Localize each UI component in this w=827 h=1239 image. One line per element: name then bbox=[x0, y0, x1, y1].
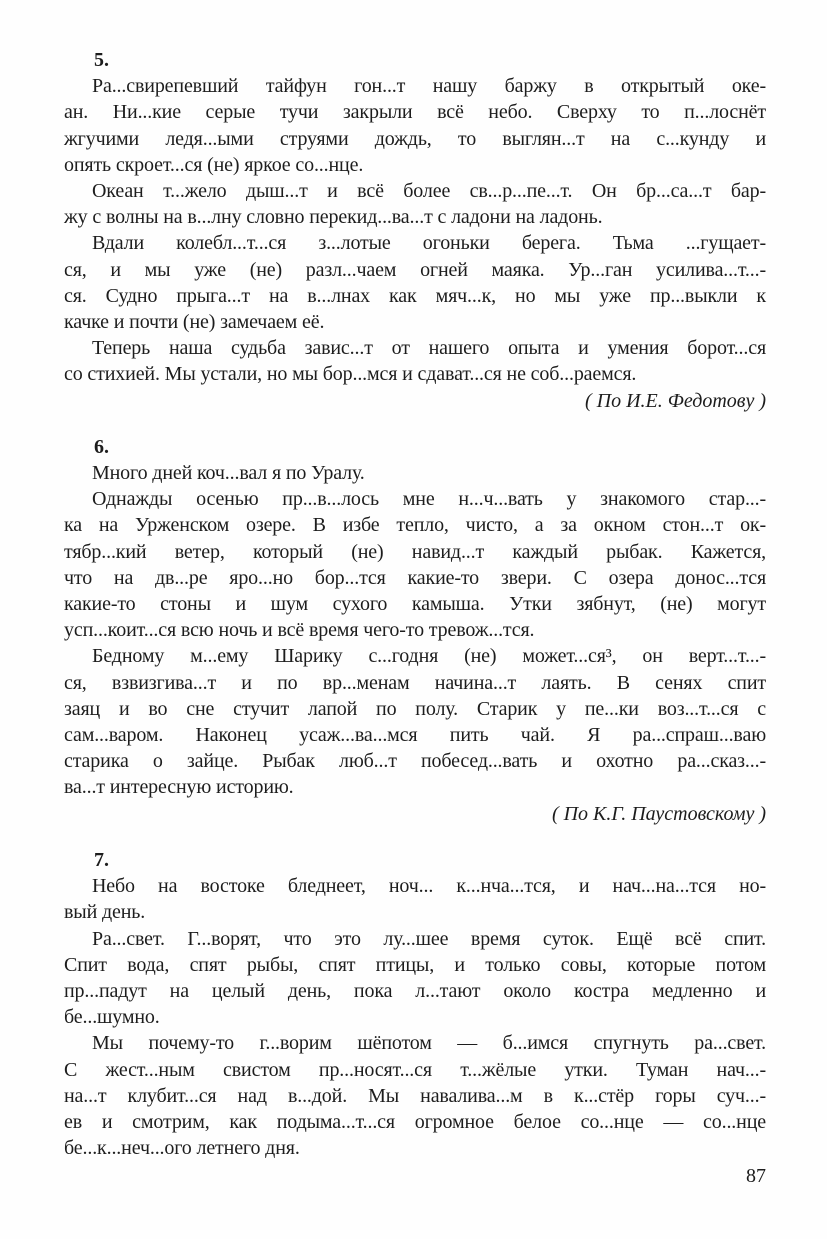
text-line: заяц и во сне стучит лапой по полу. Старик у пе...ки воз...т...ся с bbox=[64, 697, 766, 720]
text-line: Спит вода, спят рыбы, спят птицы, и только совы, которые потом bbox=[64, 953, 766, 976]
paragraph bbox=[64, 460, 766, 486]
exercise-number: 5. bbox=[94, 49, 109, 71]
text-line: вый день. bbox=[64, 901, 146, 924]
text-line: Мы почему-то г...ворим шёпотом — б...имся спугнуть ра...свет. bbox=[92, 1032, 766, 1055]
exercise bbox=[64, 847, 766, 1161]
paragraph bbox=[64, 335, 766, 387]
text-line: бе...к...неч...ого летнего дня. bbox=[64, 1137, 300, 1160]
text-line: ев и смотрим, как подыма...т...ся огромное белое со...нце — со...нце bbox=[64, 1110, 766, 1133]
text-line: Ра...свет. Г...ворят, что это лу...шее время суток. Ещё всё спит. bbox=[92, 927, 766, 950]
text-line: Много дней коч...вал я по Уралу. bbox=[92, 462, 365, 485]
text-line: опять скроет...ся (не) яркое со...нце. bbox=[64, 153, 364, 176]
text-line: Небо на востоке бледнеет, ноч... к...нча...тся, и нач...на...тся но- bbox=[92, 875, 766, 898]
text-line: жгучими ледя...ыми струями дождь, то выглян...т на с...кунду и bbox=[64, 127, 766, 150]
text-line: сам...варом. Наконец усаж...ва...мся пить чай. Я ра...спраш...ваю bbox=[64, 724, 766, 747]
text-line: усп...коит...ся всю ночь и всё время чего-то тревож...тся. bbox=[64, 619, 535, 642]
text-line: какие-то стоны и шум сухого камыша. Утки зябнут, (не) могут bbox=[64, 593, 766, 616]
text-line: Однажды осенью пр...в...лось мне н...ч...вать у знакомого стар...- bbox=[92, 488, 766, 511]
attribution: ( По К.Г. Паустовскому ) bbox=[551, 802, 766, 825]
exercise bbox=[64, 47, 766, 414]
exercise bbox=[64, 434, 766, 827]
text-line: на...т клубит...ся над в...дой. Мы навалива...м в к...стёр горы суч...- bbox=[64, 1084, 766, 1107]
page-number: 87 bbox=[746, 1165, 766, 1187]
paragraph bbox=[64, 178, 766, 230]
paragraph bbox=[64, 643, 766, 800]
exercise-list bbox=[64, 47, 766, 1161]
text-line: ся. Судно прыга...т на в...лнах как мяч...к, но мы уже пр...выкли к bbox=[64, 284, 766, 307]
paragraph bbox=[64, 1030, 766, 1161]
text-line: пр...падут на целый день, пока л...тают около костра медленно и bbox=[64, 979, 766, 1002]
paragraph bbox=[64, 486, 766, 643]
text-line: Ра...свирепевший тайфун гон...т нашу баржу в открытый оке- bbox=[92, 75, 766, 98]
exercise-number: 6. bbox=[94, 435, 109, 458]
paragraph bbox=[64, 926, 766, 1031]
text-line: С жест...ным свистом пр...носят...ся т...жёлые утки. Туман нач...- bbox=[64, 1058, 766, 1081]
text-line: ан. Ни...кие серые тучи закрыли всё небо. Сверху то п...лоснёт bbox=[64, 101, 766, 124]
text-line: Вдали колебл...т...ся з...лотые огоньки берега. Тьма ...гущает- bbox=[92, 232, 766, 255]
paragraph bbox=[64, 230, 766, 335]
text-line: качке и почти (не) замечаем её. bbox=[64, 311, 325, 334]
text-line: Бедному м...ему Шарику с...годня (не) может...ся³, он верт...т...- bbox=[92, 645, 766, 668]
text-line: со стихией. Мы устали, но мы бор...мся и сдават...ся не соб...раемся. bbox=[64, 363, 637, 386]
text-line: ва...т интересную историю. bbox=[64, 776, 294, 799]
text-line: ка на Урженском озере. В избе тепло, чисто, а за окном стон...т ок- bbox=[64, 514, 766, 537]
text-line: ся, и мы уже (не) разл...чаем огней маяка. Ур...ган усилива...т...- bbox=[64, 258, 766, 281]
text-line: бе...шумно. bbox=[64, 1006, 160, 1029]
text-line: тябр...кий ветер, который (не) навид...т каждый рыбак. Кажется, bbox=[64, 540, 766, 563]
exercise-number: 7. bbox=[94, 848, 109, 871]
paragraph bbox=[64, 73, 766, 178]
text-line: что на дв...ре яро...но бор...тся какие-то звери. С озера донос...тся bbox=[64, 566, 766, 589]
attribution: ( По И.Е. Федотову ) bbox=[584, 389, 766, 412]
text-line: Океан т...жело дыш...т и всё более св...р...пе...т. Он бр...са...т бар- bbox=[92, 180, 766, 203]
text-line: Теперь наша судьба завис...т от нашего опыта и умения борот...ся bbox=[92, 337, 766, 360]
paragraph bbox=[64, 873, 766, 925]
text-line: ся, взвизгива...т и по вр...менам начина...т лаять. В сенях спит bbox=[64, 671, 766, 694]
text-line: жу с волны на в...лну словно перекид...ва...т с ладони на ладонь. bbox=[64, 206, 603, 229]
text-line: старика о зайце. Рыбак люб...т побесед...вать и охотно ра...сказ...- bbox=[64, 750, 766, 773]
